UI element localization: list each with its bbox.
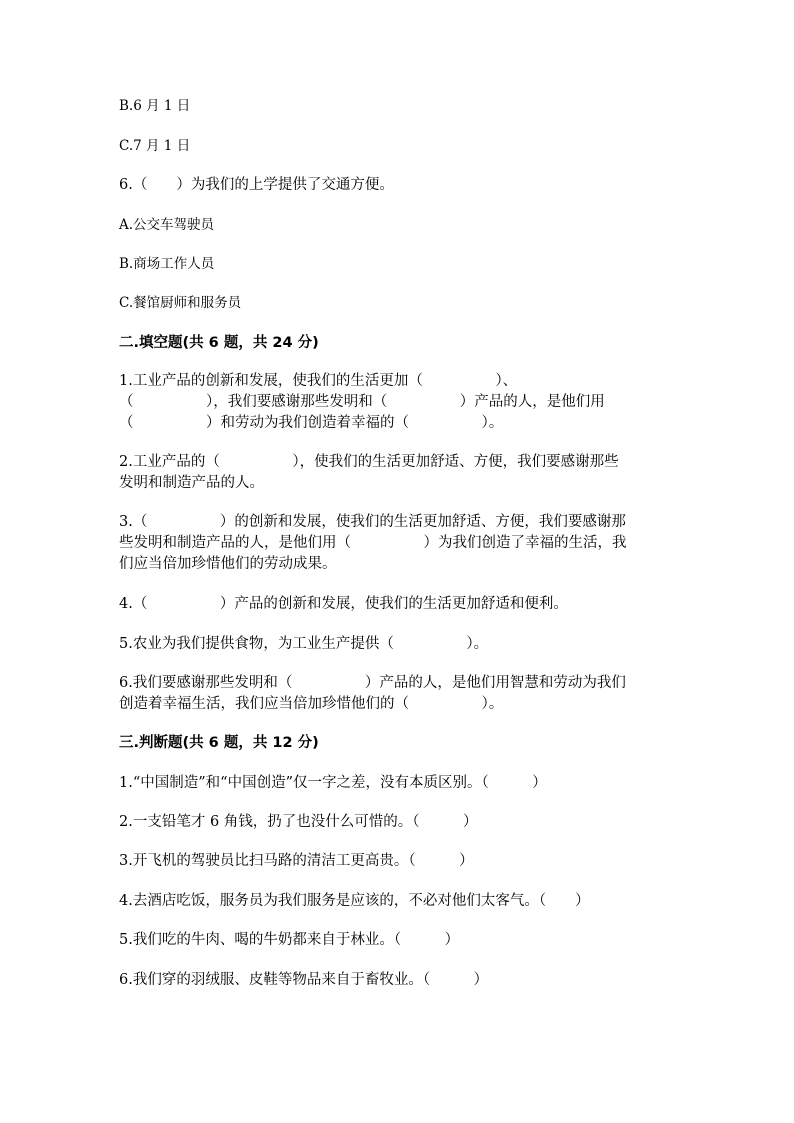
fill-q1-line-3: （ ）和劳动为我们创造着幸福的（ ）。 xyxy=(119,415,504,431)
option-b-q6: B.商场工作人员 xyxy=(119,256,215,272)
fill-question-6 xyxy=(119,673,675,715)
fill-question-5: 5.农业为我们提供食物，为工业生产提供（ ）。 xyxy=(119,636,489,652)
option-c-q6: C.餐馆厨师和服务员 xyxy=(119,295,242,311)
fill-q3-line-3: 们应当倍加珍惜他们的劳动成果。 xyxy=(119,556,337,572)
judge-question-3: 3.开飞机的驾驶员比扫马路的清洁工更高贵。（ ） xyxy=(119,853,474,869)
option-a-q6: A.公交车驾驶员 xyxy=(119,217,215,233)
judge-question-5: 5.我们吃的牛肉、喝的牛奶都来自于林业。（ ） xyxy=(119,932,460,948)
section-heading-true-false: 三.判断题(共 6 题，共 12 分) xyxy=(119,735,319,751)
fill-question-2 xyxy=(119,452,675,494)
judge-question-1: 1.“中国制造”和“中国创造”仅一字之差，没有本质区别。（ ） xyxy=(119,775,547,791)
fill-q3-line-1: 3.（ ）的创新和发展，使我们的生活更加舒适、方便，我们要感谢那 xyxy=(119,514,626,530)
fill-q3-line-2: 些发明和制造产品的人，是他们用（ ）为我们创造了幸福的生活，我 xyxy=(119,535,627,551)
judge-question-2: 2.一支铅笔才 6 角钱，扔了也没什么可惜的。（ ） xyxy=(119,814,478,830)
fill-question-3 xyxy=(119,512,675,575)
fill-q6-line-1: 6.我们要感谢那些发明和（ ）产品的人，是他们用智慧和劳动为我们 xyxy=(119,675,626,691)
fill-q2-line-1: 2.工业产品的（ ），使我们的生活更加舒适、方便，我们要感谢那些 xyxy=(119,454,619,470)
fill-q6-line-2: 创造着幸福生活，我们应当倍加珍惜他们的（ ）。 xyxy=(119,696,504,712)
judge-question-4: 4.去酒店吃饭，服务员为我们服务是应该的，不必对他们太客气。（ ） xyxy=(119,893,590,909)
judge-question-6: 6.我们穿的羽绒服、皮鞋等物品来自于畜牧业。（ ） xyxy=(119,972,489,988)
fill-question-4: 4.（ ）产品的创新和发展，使我们的生活更加舒适和便利。 xyxy=(119,596,568,612)
fill-question-1 xyxy=(119,371,675,434)
fill-q1-line-1: 1.工业产品的创新和发展，使我们的生活更加（ ）、 xyxy=(119,373,518,389)
fill-q1-line-2: （ ），我们要感谢那些发明和（ ）产品的人，是他们用 xyxy=(119,394,605,410)
option-b-q5: B.6 月 1 日 xyxy=(119,98,191,114)
section-heading-fill-in: 二.填空题(共 6 题，共 24 分) xyxy=(119,335,319,351)
question-choice-6: 6.（ ）为我们的上学提供了交通方便。 xyxy=(119,177,394,193)
option-c-q5: C.7 月 1 日 xyxy=(119,138,191,154)
fill-q2-line-2: 发明和制造产品的人。 xyxy=(119,475,264,491)
